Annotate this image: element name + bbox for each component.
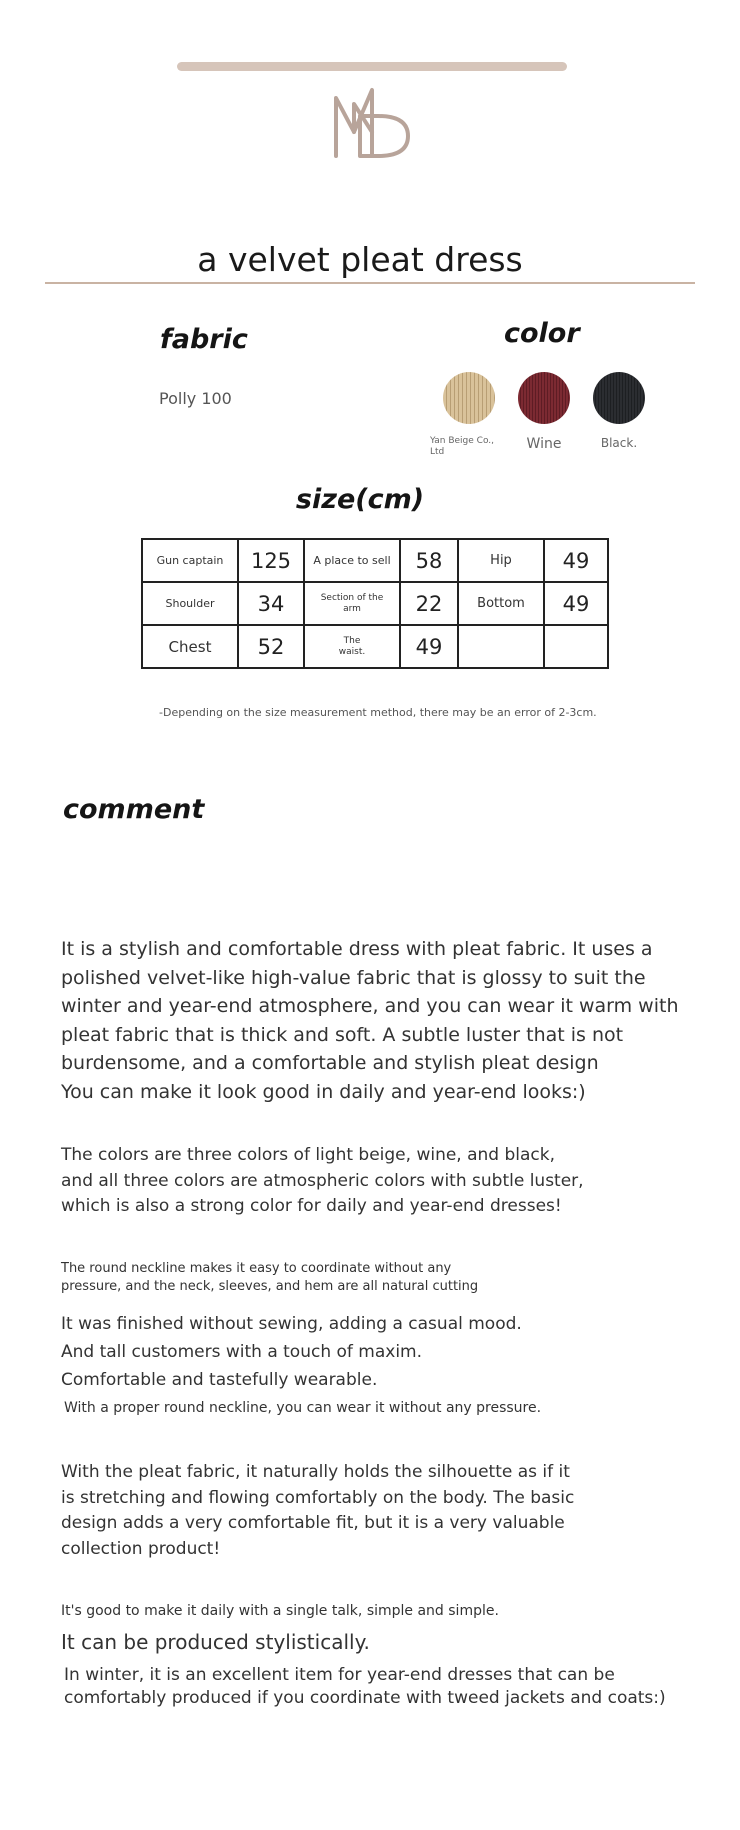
size-value: 58 [400, 539, 458, 582]
table-row [142, 625, 608, 668]
comment-paragraph-6c: In winter, it is an excellent item for year-end dresses that can be comfortably produced if you coordinate with tweed jackets and coats:) [64, 1665, 666, 1708]
comment-paragraph-4b: With a proper round neckline, you can wear it without any pressure. [64, 1400, 542, 1416]
size-label: The waist. [304, 625, 400, 668]
swatch-label-beige: Yan Beige Co., Ltd [430, 436, 495, 458]
fabric-value: Polly 100 [159, 389, 232, 408]
top-accent-bar [177, 62, 567, 71]
size-table [141, 538, 609, 669]
size-label: Chest [142, 625, 238, 668]
comment-paragraph-6b: It can be produced stylistically. [61, 1630, 370, 1654]
comment-paragraph-6a: It's good to make it daily with a single talk, simple and simple. [61, 1603, 499, 1619]
size-value: 52 [238, 625, 304, 668]
swatch-label-black: Black. [600, 436, 638, 450]
size-label: Gun captain [142, 539, 238, 582]
size-value: 49 [544, 582, 608, 625]
comment-paragraph-4: It was finished without sewing, adding a casual mood. And tall customers with a touch of maxim. Comfortable and tastefully wearable. [61, 1314, 522, 1391]
swatch-beige [443, 372, 495, 424]
page-title: a velvet pleat dress [197, 240, 523, 279]
title-divider [45, 282, 695, 284]
size-value: 49 [400, 625, 458, 668]
table-row [142, 582, 608, 625]
fabric-heading: fabric [160, 324, 248, 355]
comment-paragraph-5: With the pleat fabric, it naturally holds the silhouette as if it is stretching and flowing comfortably on the body. The basic design adds a very comfortable fit, but it is a very valuable collection product! [61, 1462, 575, 1559]
size-value: 22 [400, 582, 458, 625]
size-value [544, 625, 608, 668]
size-value: 125 [238, 539, 304, 582]
size-value: 34 [238, 582, 304, 625]
color-heading: color [504, 318, 580, 349]
size-label: Bottom [458, 582, 544, 625]
size-label: Shoulder [142, 582, 238, 625]
size-label: Section of the arm [304, 582, 400, 625]
comment-paragraph-3: The round neckline makes it easy to coordinate without any pressure, and the neck, sleeves, and hem are all natural cutting [61, 1261, 479, 1295]
table-row [142, 539, 608, 582]
swatch-black [593, 372, 645, 424]
size-value: 49 [544, 539, 608, 582]
brand-logo-icon [330, 84, 414, 160]
size-note: -Depending on the size measurement method, there may be an error of 2-3cm. [159, 706, 597, 719]
swatch-wine [518, 372, 570, 424]
comment-paragraph-2: The colors are three colors of light beige, wine, and black, and all three colors are atmospheric colors with subtle luster, which is also a strong color for daily and year-end dresses! [61, 1145, 584, 1216]
size-heading: size(cm) [295, 484, 425, 515]
size-label: Hip [458, 539, 544, 582]
size-label [458, 625, 544, 668]
swatch-label-wine: Wine [526, 436, 562, 452]
size-label: A place to sell [304, 539, 400, 582]
comment-heading: comment [63, 794, 205, 825]
comment-paragraph-1: It is a stylish and comfortable dress with pleat fabric. It uses a polished velvet-like high-value fabric that is glossy to suit the winter and year-end atmosphere, and you can wear it warm with pleat fabric that is thick and soft. A subtle luster that is not burdensome, and a comfortable and stylish pleat design You can make it look good in daily and year-end looks:) [61, 938, 679, 1103]
